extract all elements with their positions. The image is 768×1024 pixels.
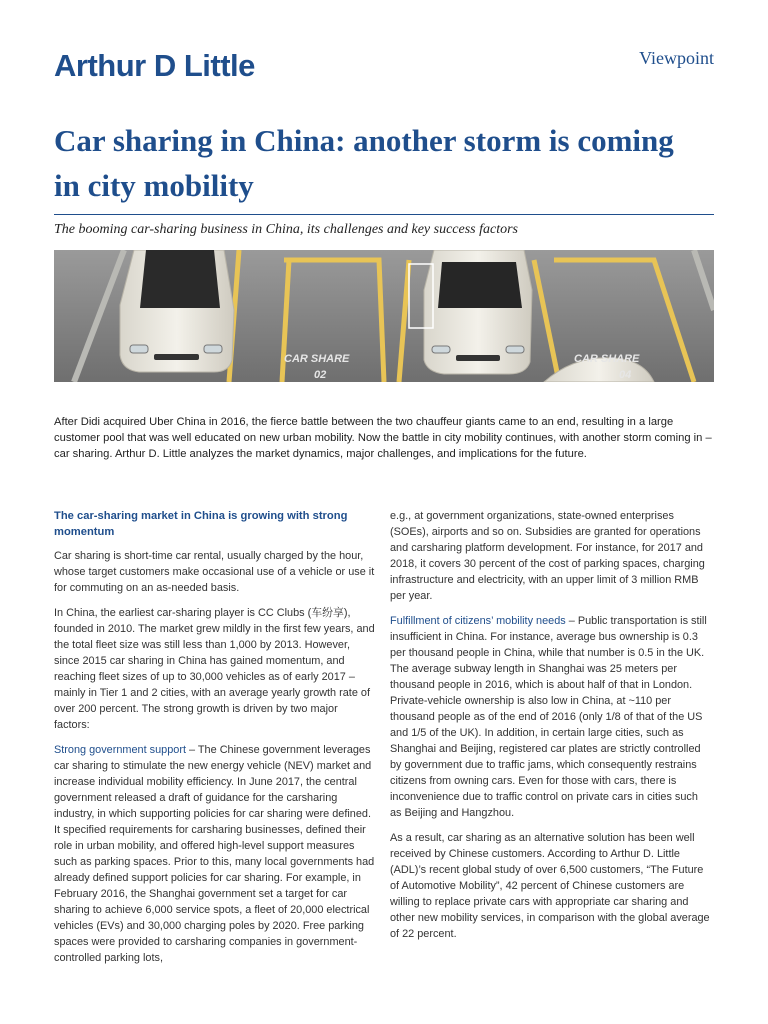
section-heading: The car-sharing market in China is growing with strong momentum bbox=[54, 510, 348, 538]
spot-label-1: CAR SHARE bbox=[284, 353, 350, 365]
spot-label-2: CAR SHARE bbox=[574, 353, 640, 365]
right-paragraph-3: As a result, car sharing as an alternative solution has been well received by Chinese customers. According to Arthur D. Little (ADL)’s recent global study of over 6,500 customers, “The Future of Automotive Mobility”, 42 percent of Chinese customers are willing to replace private cars with appropriate car sharing and other new mobility services, in comparison with the global average of 22 percent. bbox=[390, 832, 710, 940]
spot-number-2: 04 bbox=[619, 369, 632, 381]
government-support-lead: Strong government support bbox=[54, 744, 186, 756]
mobility-needs-lead: Fulfillment of citizens’ mobility needs bbox=[390, 615, 566, 627]
right-column bbox=[390, 508, 712, 951]
left-paragraph-3 bbox=[54, 742, 376, 966]
car-left-illustration bbox=[120, 250, 234, 372]
mobility-needs-body: – Public transportation is still insufficient in China. For instance, average bus ownership is 0.3 per thousand people in China, while that number is 0.5 in the UK. The average subway length in Shanghai was 25 meters per thousand people in 2016, which is about half of that in London. Private-vehicle ownership is also low in China, at ~110 per thousand people as of the end of 2016 (only 1/8 of that of the US and 1/5 of the UK). In addition, in certain large cities, such as Shanghai and Beijing, registered car plates are strictly controlled by government due to traffic jams, which consequently restrains citizens from owning cars. Even for those with cars, there is inconvenience due to traffic control on private cars in cities such as Beijing and Hangzhou. bbox=[390, 615, 707, 819]
right-paragraph-2 bbox=[390, 613, 712, 821]
intro-paragraph: After Didi acquired Uber China in 2016, the fierce battle between the two chauffeur giants came to an end, resulting in a large customer pool that was well educated on new urban mobility. Now the battle in city mobility continues, with another storm coming in – car sharing. Arthur D. Little analyzes the market dynamics, major challenges, and implications for the future. bbox=[54, 416, 712, 460]
left-column bbox=[54, 508, 376, 975]
spot-number-1: 02 bbox=[314, 369, 327, 381]
page-title: Car sharing in China: another storm is coming in city mobility bbox=[54, 123, 674, 203]
title-divider bbox=[54, 214, 714, 215]
government-support-body: – The Chinese government leverages car sharing to stimulate the new energy vehicle (NEV) market and increase individual mobility efficiency. In June 2017, the central government released a draft of guidance for the carsharing industry, in which supporting policies for car sharing were defined. It specified requirements for carsharing businesses, defined their role in urban mobility, and offered high-level support measures such as parking spaces. Prior to this, many local governments had already defined support policies for car sharing. For example, in February 2016, the Shanghai government set a target for car sharing to achieve 6,000 service spots, a fleet of 20,000 electrical vehicles (EVs) and 30,000 charging poles by 2020. Free parking spaces were provided to carsharing companies in government-controlled parking lots, bbox=[54, 744, 375, 964]
right-paragraph-1: e.g., at government organizations, state-owned enterprises (SOEs), airports and so on. Subsidies are granted for operations and carsharing platform development. For instance, for 2017 and 2018, it covers 30 percent of the cost of parking spaces, charging infrastructure and electricity, with an upper limit of 3 million RMB per year. bbox=[390, 510, 705, 602]
page-subtitle: The booming car-sharing business in China, its challenges and key success factors bbox=[54, 222, 519, 237]
left-paragraph-2: In China, the earliest car-sharing player is CC Clubs (车纷享), founded in 2010. The market grew mildly in the first few years, and the total fleet size was still less than 1,000 by 2013. However, since 2015 car sharing in China has gained momentum, and reaching fleet sizes of up to 30,000 vehicles as of early 2017 – mainly in Tier 1 and 2 cities, with an average yearly growth rate of over 200 percent. The strong growth is driven by two major factors: bbox=[54, 607, 375, 731]
left-paragraph-1: Car sharing is short-time car rental, usually charged by the hour, whose target customers make occasional use of a vehicle or use it for commuting on an as-needed basis. bbox=[54, 550, 375, 594]
hero-image bbox=[54, 250, 714, 382]
company-logo: Arthur D Little bbox=[54, 48, 255, 83]
viewpoint-label: Viewpoint bbox=[639, 48, 714, 68]
